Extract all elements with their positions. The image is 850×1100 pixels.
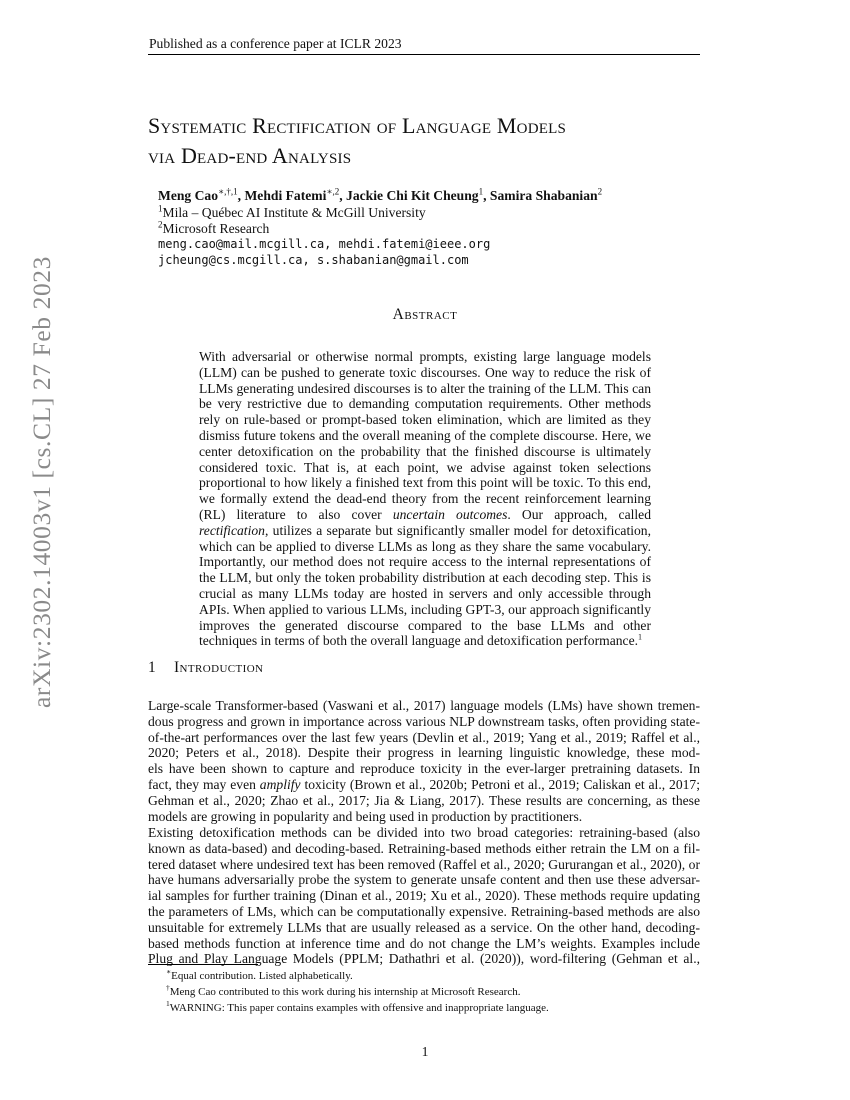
text-line: els have been shown to capture and reproduce toxicity in the ever-larger pretraining datasets. In (148, 761, 700, 777)
footnote-rule (148, 964, 258, 965)
abstract-body: With adversarial or otherwise normal prompts, existing large language models (LLM) can be pushed to generate toxic discourses. One way to reduce the risk of LLMs generating undesired discourses is to alter the training of the LLM. This can be very restrictive due to demanding computation requirements. Other methods rely on rule-based or prompt-based token elimination, which are limited as they dismiss future tokens and the overall meaning of the complete discourse. Here, we center detoxification on the probability that the finished discourse is ultimately considered toxic. That is, at each point, we advise against token selections proportional to how likely a finished text from this point will be toxic. To this end, we formally extend the dead-end theory from the recent reinforcement learning (RL) literature to also cover uncertain outcomes. Our approach, called rectification, utilizes a separate but significantly smaller model for detoxification, which can be applied to diverse LLMs as long as they share the same vocabulary. Importantly, our method does not require access to the internal representations of the LLM, but only the token probability distribution at each decoding step. This is crucial as many LLMs today are hosted in servers and only accessible through APIs. When applied to various LLMs, including GPT-3, our approach significantly improves the generated discourse compared to the base LLMs and other techniques in terms of both the overall language and detoxification performance.$^1$ (199, 349, 651, 649)
text-line: 2020; Peters et al., 2018). Despite their progress in learning linguistic knowledge, these mod- (148, 745, 700, 761)
text-line: models are growing in popularity and being used in production by practitioners. (148, 808, 583, 824)
footnote-mark: 1 (166, 999, 170, 1009)
footnote-text: Meng Cao contributed to this work during his internship at Microsoft Research. (169, 986, 521, 998)
intro-paragraph-2 (148, 825, 700, 967)
text-line: unsuitable for extremely LLMs that are usually released as a service. On the other hand, decoding- (148, 919, 700, 935)
page-number: 1 (421, 1044, 429, 1059)
text-line: ial samples for further training (Dinan et al., 2019; Xu et al., 2020). These methods require updating (148, 888, 700, 904)
footnote (148, 983, 521, 998)
intro-paragraph-1 (148, 698, 700, 824)
text-line: Large-scale Transformer-based (Vaswani et al., 2017) language models (LMs) have shown tremen- (148, 698, 700, 713)
text-line: Gehman et al., 2020; Zhao et al., 2017; Jia & Liang, 2017). These results are concerning, as these (148, 792, 700, 808)
title-line-1: Systematic Rectification of Language Models (148, 113, 567, 138)
title-line-2: via Dead-end Analysis (148, 143, 352, 168)
affiliation (158, 221, 269, 237)
text-line: of-the-art performances over the last few years (Devlin et al., 2019; Yang et al., 2019; Raffel et al., (148, 729, 700, 745)
author-marks: ∗,†,1 (218, 186, 238, 197)
author-marks: 1 (478, 186, 484, 197)
arxiv-stamp: arXiv:2302.14003v1 [cs.CL] 27 Feb 2023 (27, 256, 56, 709)
text-line: based methods function at inference time and do not change the LM’s weights. Examples include (148, 935, 700, 951)
text-line: Plug and Play Language Models (PPLM; Dathathri et al. (2020)), word-filtering (Gehman et al., (148, 951, 700, 967)
footnote-text: WARNING: This paper contains examples with offensive and inappropriate language. (169, 1002, 549, 1014)
author-list: Meng Cao$^{∗,\dagger,1}$, Mehdi Fatemi$^{∗,2}$, Jackie Chi Kit Cheung$^1$, Samira Shabanian$^2$ (158, 186, 603, 203)
author-name: Meng Cao (158, 188, 219, 203)
running-header: Published as a conference paper at ICLR 2023 (149, 36, 402, 51)
abstract-heading: Abstract (392, 306, 458, 323)
paper-title (148, 111, 748, 171)
footnote-text: Equal contribution. Listed alphabetically. (171, 970, 353, 982)
text-line: have humans adversarially probe the system to generate unsafe content and then use these adversar- (148, 872, 700, 888)
author-marks: ∗,2 (326, 186, 340, 197)
author-name: Samira Shabanian (489, 188, 598, 203)
affiliation-text: Microsoft Research (162, 221, 270, 236)
abstract-footnote-mark: 1 (638, 632, 642, 642)
section-heading (148, 659, 263, 677)
header-rule (148, 54, 700, 55)
section-title: Introduction (174, 659, 264, 676)
email-line: meng.cao@mail.mcgill.ca, mehdi.fatemi@ieee.org (158, 237, 491, 251)
affiliation-mark: 1 (158, 203, 163, 214)
footnote (148, 999, 549, 1014)
text-line: dous progress and grown in importance across various NLP downstream tasks, often providing state- (148, 713, 700, 729)
affiliation-text: Mila – Québec AI Institute & McGill University (162, 205, 426, 220)
text-line: Existing detoxification methods can be divided into two broad categories: retraining-based (also (148, 825, 700, 840)
author-name: Mehdi Fatemi (244, 188, 327, 203)
author-name: Jackie Chi Kit Cheung (346, 188, 479, 203)
section-number: 1 (148, 659, 157, 676)
affiliation (158, 205, 426, 221)
text-line: the parameters of LMs, which can be computationally expensive. Retraining-based methods are also (148, 903, 700, 919)
text-line: tered dataset where undesired text has been removed (Raffel et al., 2020; Gururangan et al., 2020), or (148, 856, 700, 872)
footnote-mark: † (166, 983, 170, 993)
footnote (148, 967, 353, 982)
affiliation-mark: 2 (158, 219, 163, 230)
footnote-mark: ∗ (166, 967, 172, 977)
text-line: fact, they may even amplify toxicity (Brown et al., 2020b; Petroni et al., 2019; Caliskan et al., 2017; (148, 776, 700, 792)
text-line: known as data-based) and decoding-based. Retraining-based methods either retrain the LM on a fil- (148, 840, 700, 856)
author-marks: 2 (597, 186, 603, 197)
email-line: jcheung@cs.mcgill.ca, s.shabanian@gmail.com (158, 253, 469, 267)
